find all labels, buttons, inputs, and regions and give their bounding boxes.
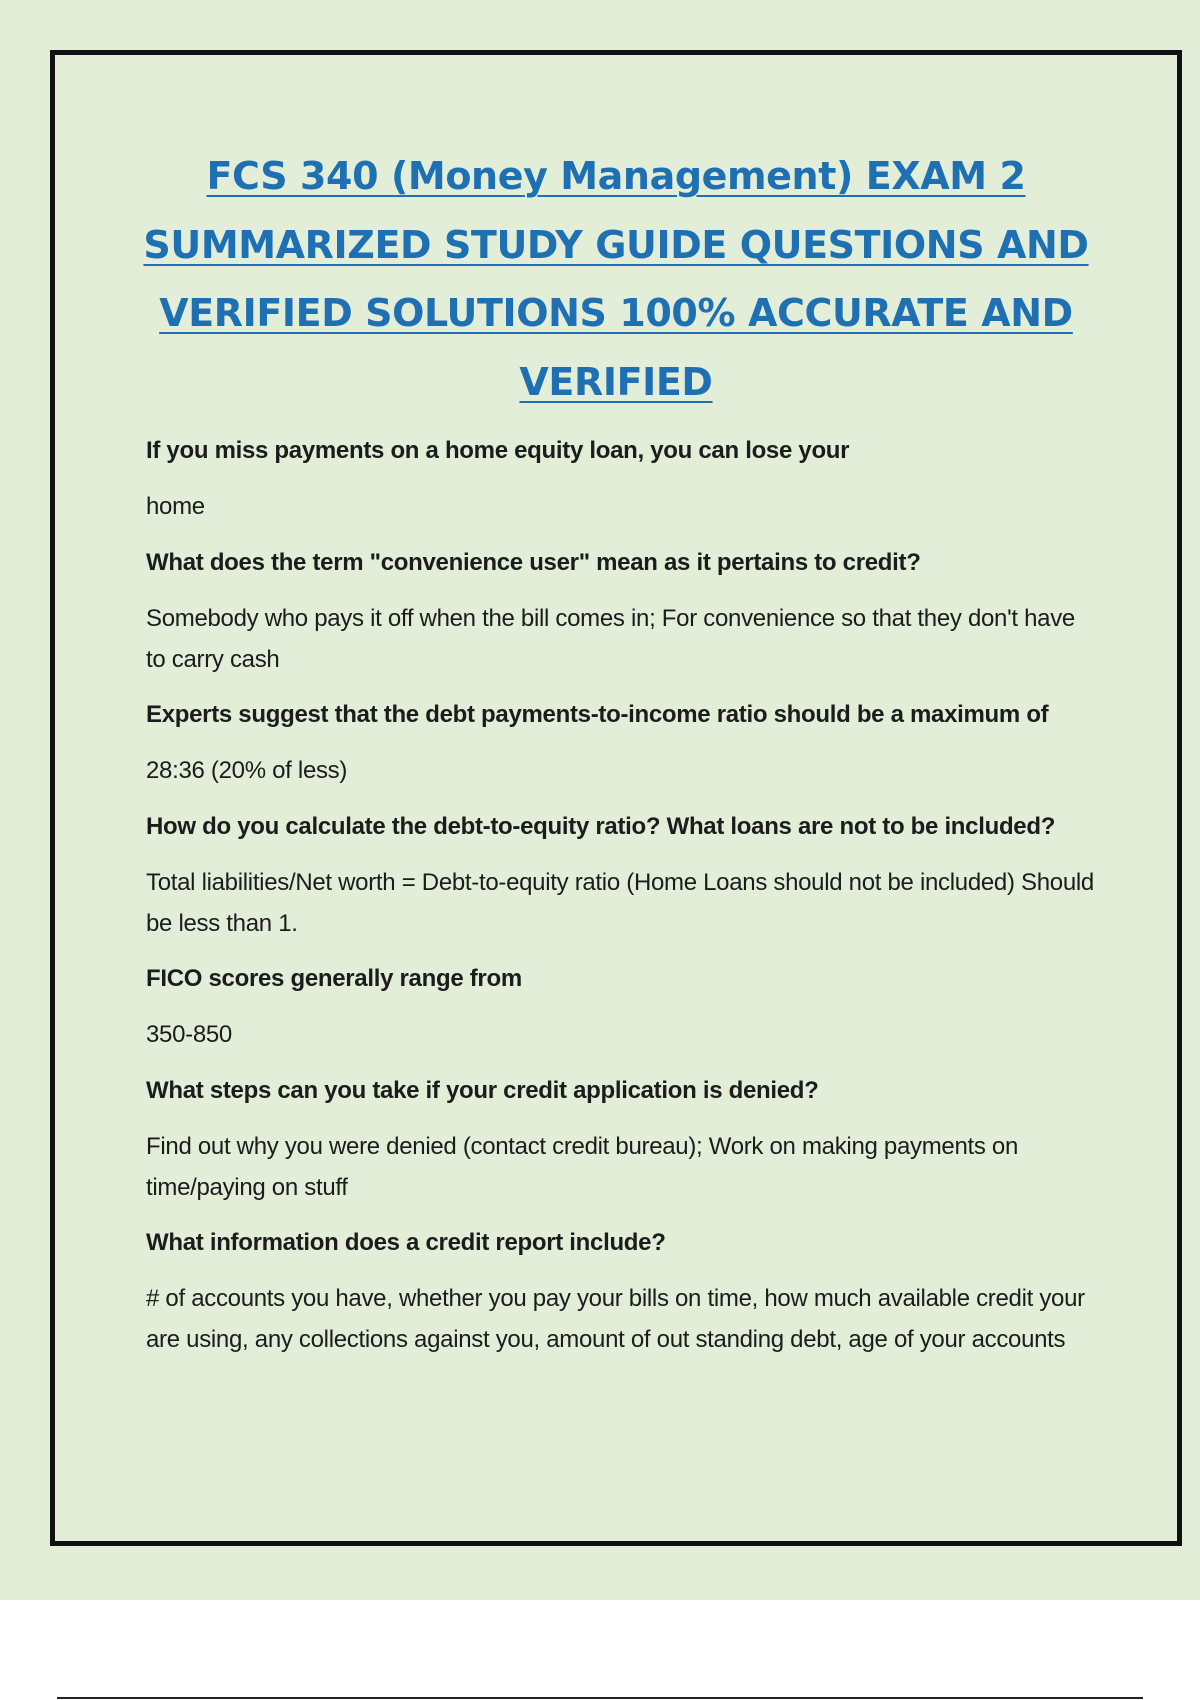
answer-3: 28:36 (20% of less) xyxy=(146,757,348,784)
answer-6: Find out why you were denied (contact credit bureau); Work on making payments on time/paying on stuff xyxy=(146,1133,1019,1201)
answer-7: # of accounts you have, whether you pay your bills on time, how much available credit your are using, any collections against you, amount of out standing debt, age of your accounts xyxy=(146,1285,1085,1353)
qa-list xyxy=(146,431,1096,1415)
answer-1: home xyxy=(146,493,205,520)
question-2: What does the term "convenience user" mean as it pertains to credit? xyxy=(146,549,921,576)
question-1: If you miss payments on a home equity loan, you can lose your xyxy=(146,437,850,464)
answer-4: Total liabilities/Net worth = Debt-to-equity ratio (Home Loans should not be included) Should be less than 1. xyxy=(146,869,1094,937)
question-4: How do you calculate the debt-to-equity ratio? What loans are not to be included? xyxy=(146,813,1056,840)
question-6: What steps can you take if your credit application is denied? xyxy=(146,1077,819,1104)
answer-5: 350-850 xyxy=(146,1021,232,1048)
question-5: FICO scores generally range from xyxy=(146,965,522,992)
footer-divider xyxy=(57,1697,1143,1699)
answer-2: Somebody who pays it off when the bill comes in; For convenience so that they don't have to carry cash xyxy=(146,605,1075,673)
document-title: FCS 340 (Money Management) EXAM 2 SUMMARIZED STUDY GUIDE QUESTIONS AND VERIFIED SOLUTIONS 100% ACCURATE AND VERIFIED xyxy=(143,154,1089,404)
question-7: What information does a credit report include? xyxy=(146,1229,666,1256)
question-3: Experts suggest that the debt payments-to-income ratio should be a maximum of xyxy=(146,701,1049,728)
